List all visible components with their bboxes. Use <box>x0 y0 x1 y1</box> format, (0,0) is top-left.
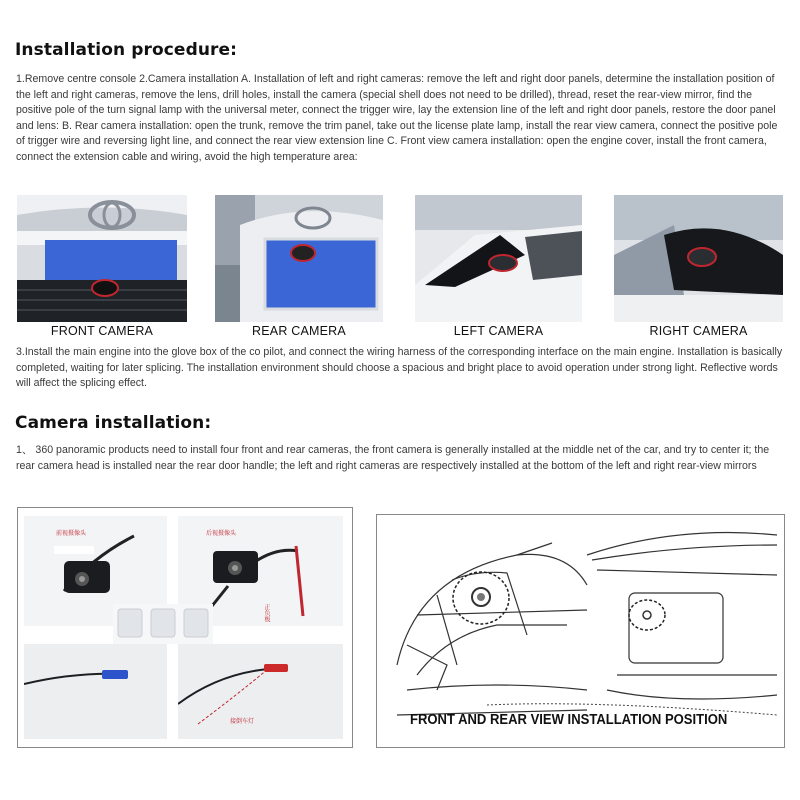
blue-wire-photo <box>24 644 167 739</box>
label-reverse-light: 接倒车灯 <box>230 718 255 725</box>
caption-right-camera: RIGHT CAMERA <box>649 324 748 338</box>
installation-steps-paragraph: 1.Remove centre console 2.Camera installation A. Installation of left and right cameras: remove the left and right door panels, determine the installation position of the left and right cameras, remove the lens, drill holes, install the camera (special shell does not need to be drilled), thread, reset the rear-view mirror, find the positive pole of the turn signal lamp with the universal meter, connect the trigger wire, lay the extension line of the left and right door panels, restore the door panel and lens: B. Rear camera installation: open the trunk, remove the trim panel, take out the license plate lamp, install the rear view camera, connect the positive pole of trigger wire and reversing light line, and connect the rear view extension line C. Front view camera installation: open the engine cover, install the front camera, connect the extension cable and wiring, avoid the high temperature area: <box>16 73 778 163</box>
right-camera-photo <box>614 195 783 322</box>
caption-front-camera: FRONT CAMERA <box>50 324 154 338</box>
front-camera-photo <box>17 195 187 322</box>
rear-camera-photo <box>215 195 383 322</box>
camera-installation-paragraph: 1、 360 panoramic products need to install four front and rear cameras, the front camera is generally installed at the middle net of the car, and try to center it; the rear camera head is installed near the rear door handle; the left and right cameras are respectively installed at the bottom of the left and right rear-view mirrors <box>16 444 770 472</box>
red-wire-photo <box>178 644 343 739</box>
label-front-camera-head: 前视摄像头 <box>56 530 87 537</box>
installation-position-diagram <box>376 514 785 748</box>
diagram-caption: FRONT AND REAR VIEW INSTALLATION POSITION <box>410 712 728 728</box>
main-engine-paragraph: 3.Install the main engine into the glove box of the co pilot, and connect the wiring harness of the corresponding interface on the main engine. Installation is basically completed, waiting for later splicing. The installation environment should choose a spacious and bright place to avoid operation under strong light. Reflective words will affect the splicing effect. <box>16 346 783 390</box>
label-positive-pole: 正负极 <box>263 604 270 622</box>
section-title-camera-installation: Camera installation: <box>15 413 212 433</box>
adhesive-pads-photo <box>113 604 213 644</box>
left-camera-photo <box>415 195 582 322</box>
camera-photo-strip <box>17 195 783 340</box>
product-photos-panel <box>17 507 353 748</box>
caption-rear-camera: REAR CAMERA <box>252 324 346 338</box>
caption-left-camera: LEFT CAMERA <box>453 324 544 338</box>
label-rear-camera-head: 后视摄像头 <box>206 530 237 537</box>
section-title-installation-procedure: Installation procedure: <box>15 40 238 60</box>
